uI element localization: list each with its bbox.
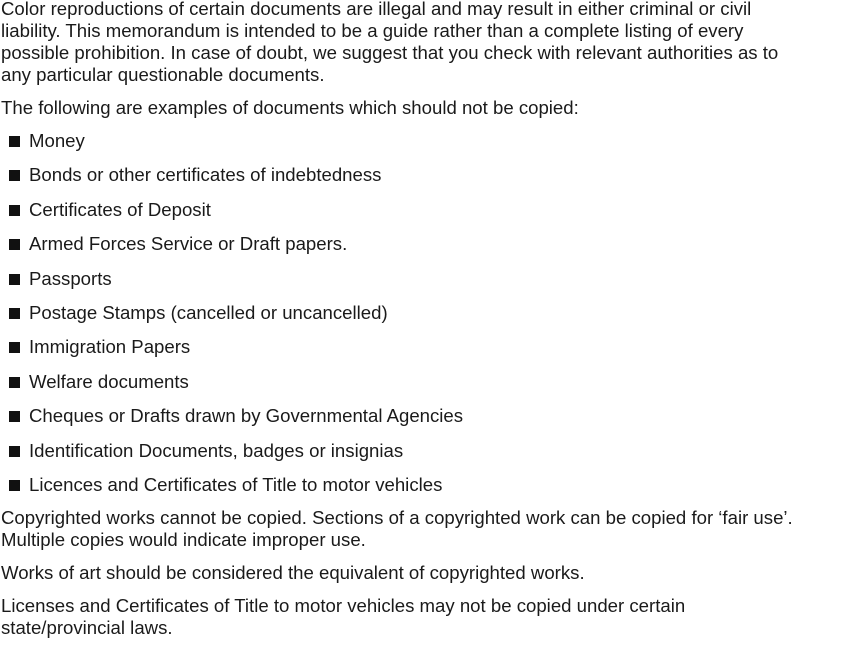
list-item	[1, 302, 855, 324]
list-item	[1, 440, 855, 462]
intro-paragraph	[1, 0, 855, 86]
licenses-paragraph	[1, 595, 855, 639]
list-item	[1, 405, 855, 427]
list-item-label: Passports	[29, 267, 112, 289]
list-item	[1, 336, 855, 358]
list-item	[1, 130, 855, 152]
square-bullet-icon	[9, 446, 20, 457]
list-item-label: Certificates of Deposit	[29, 198, 211, 220]
copyright-line: Multiple copies would indicate improper use.	[1, 529, 366, 551]
list-item-label: Licences and Certificates of Title to motor vehicles	[29, 473, 443, 495]
square-bullet-icon	[9, 411, 20, 422]
square-bullet-icon	[9, 170, 20, 181]
intro-line: liability. This memorandum is intended to be a guide rather than a complete listing of every	[1, 20, 744, 41]
works-of-art-paragraph: Works of art should be considered the equivalent of copyrighted works.	[1, 562, 585, 584]
licenses-line: state/provincial laws.	[1, 617, 173, 639]
square-bullet-icon	[9, 377, 20, 388]
list-item-label: Immigration Papers	[29, 336, 191, 358]
list-item	[1, 199, 855, 221]
square-bullet-icon	[9, 205, 20, 216]
list-item	[1, 268, 855, 290]
list-item	[1, 233, 855, 255]
list-item	[1, 164, 855, 186]
square-bullet-icon	[9, 274, 20, 285]
list-item-label: Money	[29, 130, 85, 151]
list-lead-sentence: The following are examples of documents which should not be copied:	[1, 97, 579, 118]
copyright-line: Copyrighted works cannot be copied. Sections of a copyrighted work can be copied for ‘fair use’.	[1, 507, 793, 529]
square-bullet-icon	[9, 480, 20, 491]
copyright-paragraph	[1, 507, 855, 551]
prohibited-documents-list	[1, 130, 855, 496]
intro-line: Color reproductions of certain documents are illegal and may result in either criminal or civil	[1, 0, 752, 19]
intro-line: possible prohibition. In case of doubt, we suggest that you check with relevant authorities as to	[1, 42, 779, 63]
square-bullet-icon	[9, 239, 20, 250]
list-item-label: Welfare documents	[29, 370, 189, 392]
licenses-line: Licenses and Certificates of Title to motor vehicles may not be copied under certain	[1, 595, 686, 617]
square-bullet-icon	[9, 136, 20, 147]
list-item-label: Identification Documents, badges or insignias	[29, 439, 404, 461]
list-item-label: Postage Stamps (cancelled or uncancelled)	[29, 301, 388, 323]
list-item	[1, 371, 855, 393]
list-item-label: Cheques or Drafts drawn by Governmental Agencies	[29, 405, 464, 427]
square-bullet-icon	[9, 342, 20, 353]
list-item-label: Armed Forces Service or Draft papers.	[29, 233, 348, 255]
square-bullet-icon	[9, 308, 20, 319]
list-item-label: Bonds or other certificates of indebtedness	[29, 164, 382, 186]
intro-line: any particular questionable documents.	[1, 64, 325, 85]
list-item	[1, 474, 855, 496]
